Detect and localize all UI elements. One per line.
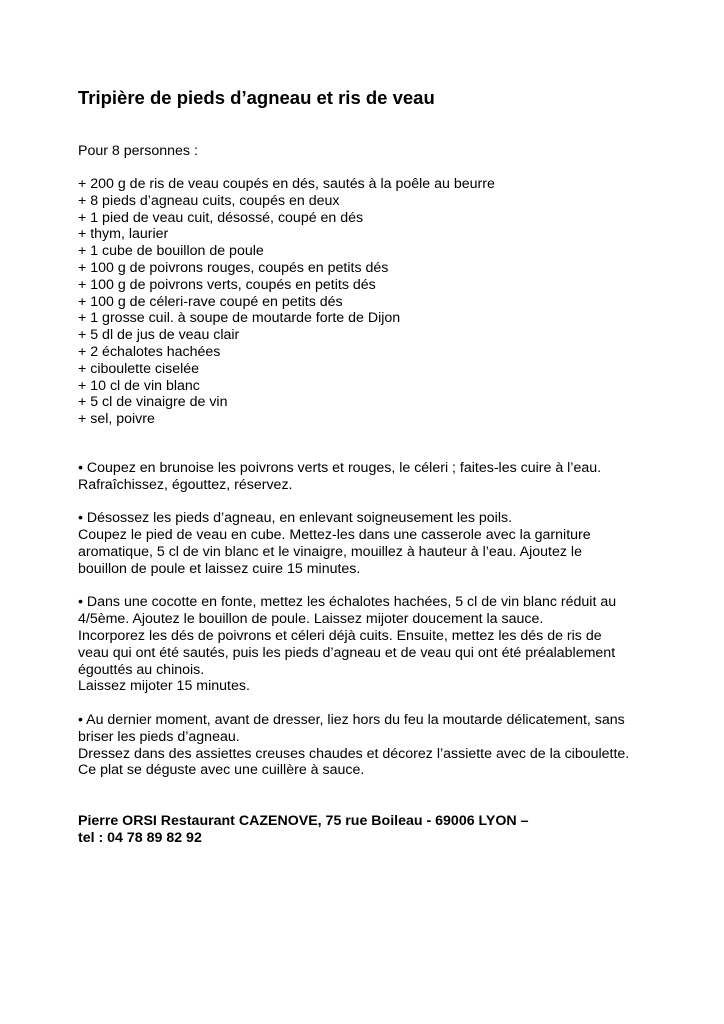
ingredient-item: + ciboulette ciselée (78, 360, 200, 377)
step-line: Ce plat se déguste avec une cuillère à sauce. (78, 762, 365, 779)
step-line: veau qui ont été sautés, puis les pieds d’agneau et de veau qui ont été préalablement (78, 644, 616, 661)
step-line: briser les pieds d’agneau. (78, 728, 240, 745)
ingredient-item: + 5 dl de jus de veau clair (78, 327, 240, 344)
ingredient-item: + sel, poivre (78, 411, 155, 428)
step-paragraph (78, 460, 629, 494)
step-line: Laissez mijoter 15 minutes. (78, 678, 250, 695)
restaurant-credit (78, 813, 529, 847)
step-line: Incorporez les dés de poivrons et céleri déjà cuits. Ensuite, mettez les dés de ris de (78, 627, 602, 644)
ingredient-item: + 5 cl de vinaigre de vin (78, 394, 228, 411)
step-line: aromatique, 5 cl de vin blanc et le vinaigre, mouillez à hauteur à l’eau. Ajoutez le (78, 543, 582, 560)
instruction-steps (78, 460, 629, 796)
ingredient-item: + thym, laurier (78, 226, 169, 243)
step-line: Coupez le pied de veau en cube. Mettez-les dans une casserole avec la garniture (78, 527, 591, 544)
ingredient-item: + 2 échalotes hachées (78, 343, 221, 360)
servings-text: Pour 8 personnes : (78, 143, 198, 159)
ingredient-list (78, 176, 495, 428)
ingredient-item: + 100 g de poivrons rouges, coupés en petits dés (78, 259, 389, 276)
step-line: • Au dernier moment, avant de dresser, liez hors du feu la moutarde délicatement, sans (78, 711, 625, 728)
restaurant-phone: tel : 04 78 89 82 92 (78, 829, 202, 846)
step-line: 4/5ème. Ajoutez le bouillon de poule. Laissez mijoter doucement la sauce. (78, 611, 544, 628)
step-line: égouttés au chinois. (78, 661, 205, 678)
step-paragraph (78, 594, 629, 695)
step-line: Dressez dans des assiettes creuses chaudes et décorez l’assiette avec de la ciboulette. (78, 745, 630, 762)
ingredient-item: + 100 g de poivrons verts, coupés en petits dés (78, 276, 376, 293)
step-paragraph (78, 510, 629, 577)
ingredient-item: + 100 g de céleri-rave coupé en petits dés (78, 293, 343, 310)
step-paragraph (78, 712, 629, 779)
ingredient-item: + 200 g de ris de veau coupés en dés, sautés à la poêle au beurre (78, 176, 495, 192)
restaurant-address: Pierre ORSI Restaurant CAZENOVE, 75 rue Boileau - 69006 LYON – (78, 813, 529, 829)
ingredient-item: + 1 cube de bouillon de poule (78, 243, 264, 260)
step-line: • Désossez les pieds d’agneau, en enlevant soigneusement les poils. (78, 510, 513, 527)
step-line: • Dans une cocotte en fonte, mettez les échalotes hachées, 5 cl de vin blanc réduit au (78, 594, 617, 611)
ingredient-item: + 10 cl de vin blanc (78, 377, 200, 394)
step-line: bouillon de poule et laissez cuire 15 minutes. (78, 560, 361, 577)
step-line: Rafraîchissez, égouttez, réservez. (78, 476, 293, 493)
ingredient-item: + 1 grosse cuil. à soupe de moutarde forte de Dijon (78, 310, 401, 327)
ingredient-item: + 1 pied de veau cuit, désossé, coupé en dés (78, 209, 364, 226)
recipe-title: Tripière de pieds d’agneau et ris de veau (78, 87, 435, 108)
step-line: • Coupez en brunoise les poivrons verts et rouges, le céleri ; faites-les cuire à l’eau. (78, 460, 602, 476)
ingredient-item: + 8 pieds d’agneau cuits, coupés en deux (78, 192, 340, 209)
